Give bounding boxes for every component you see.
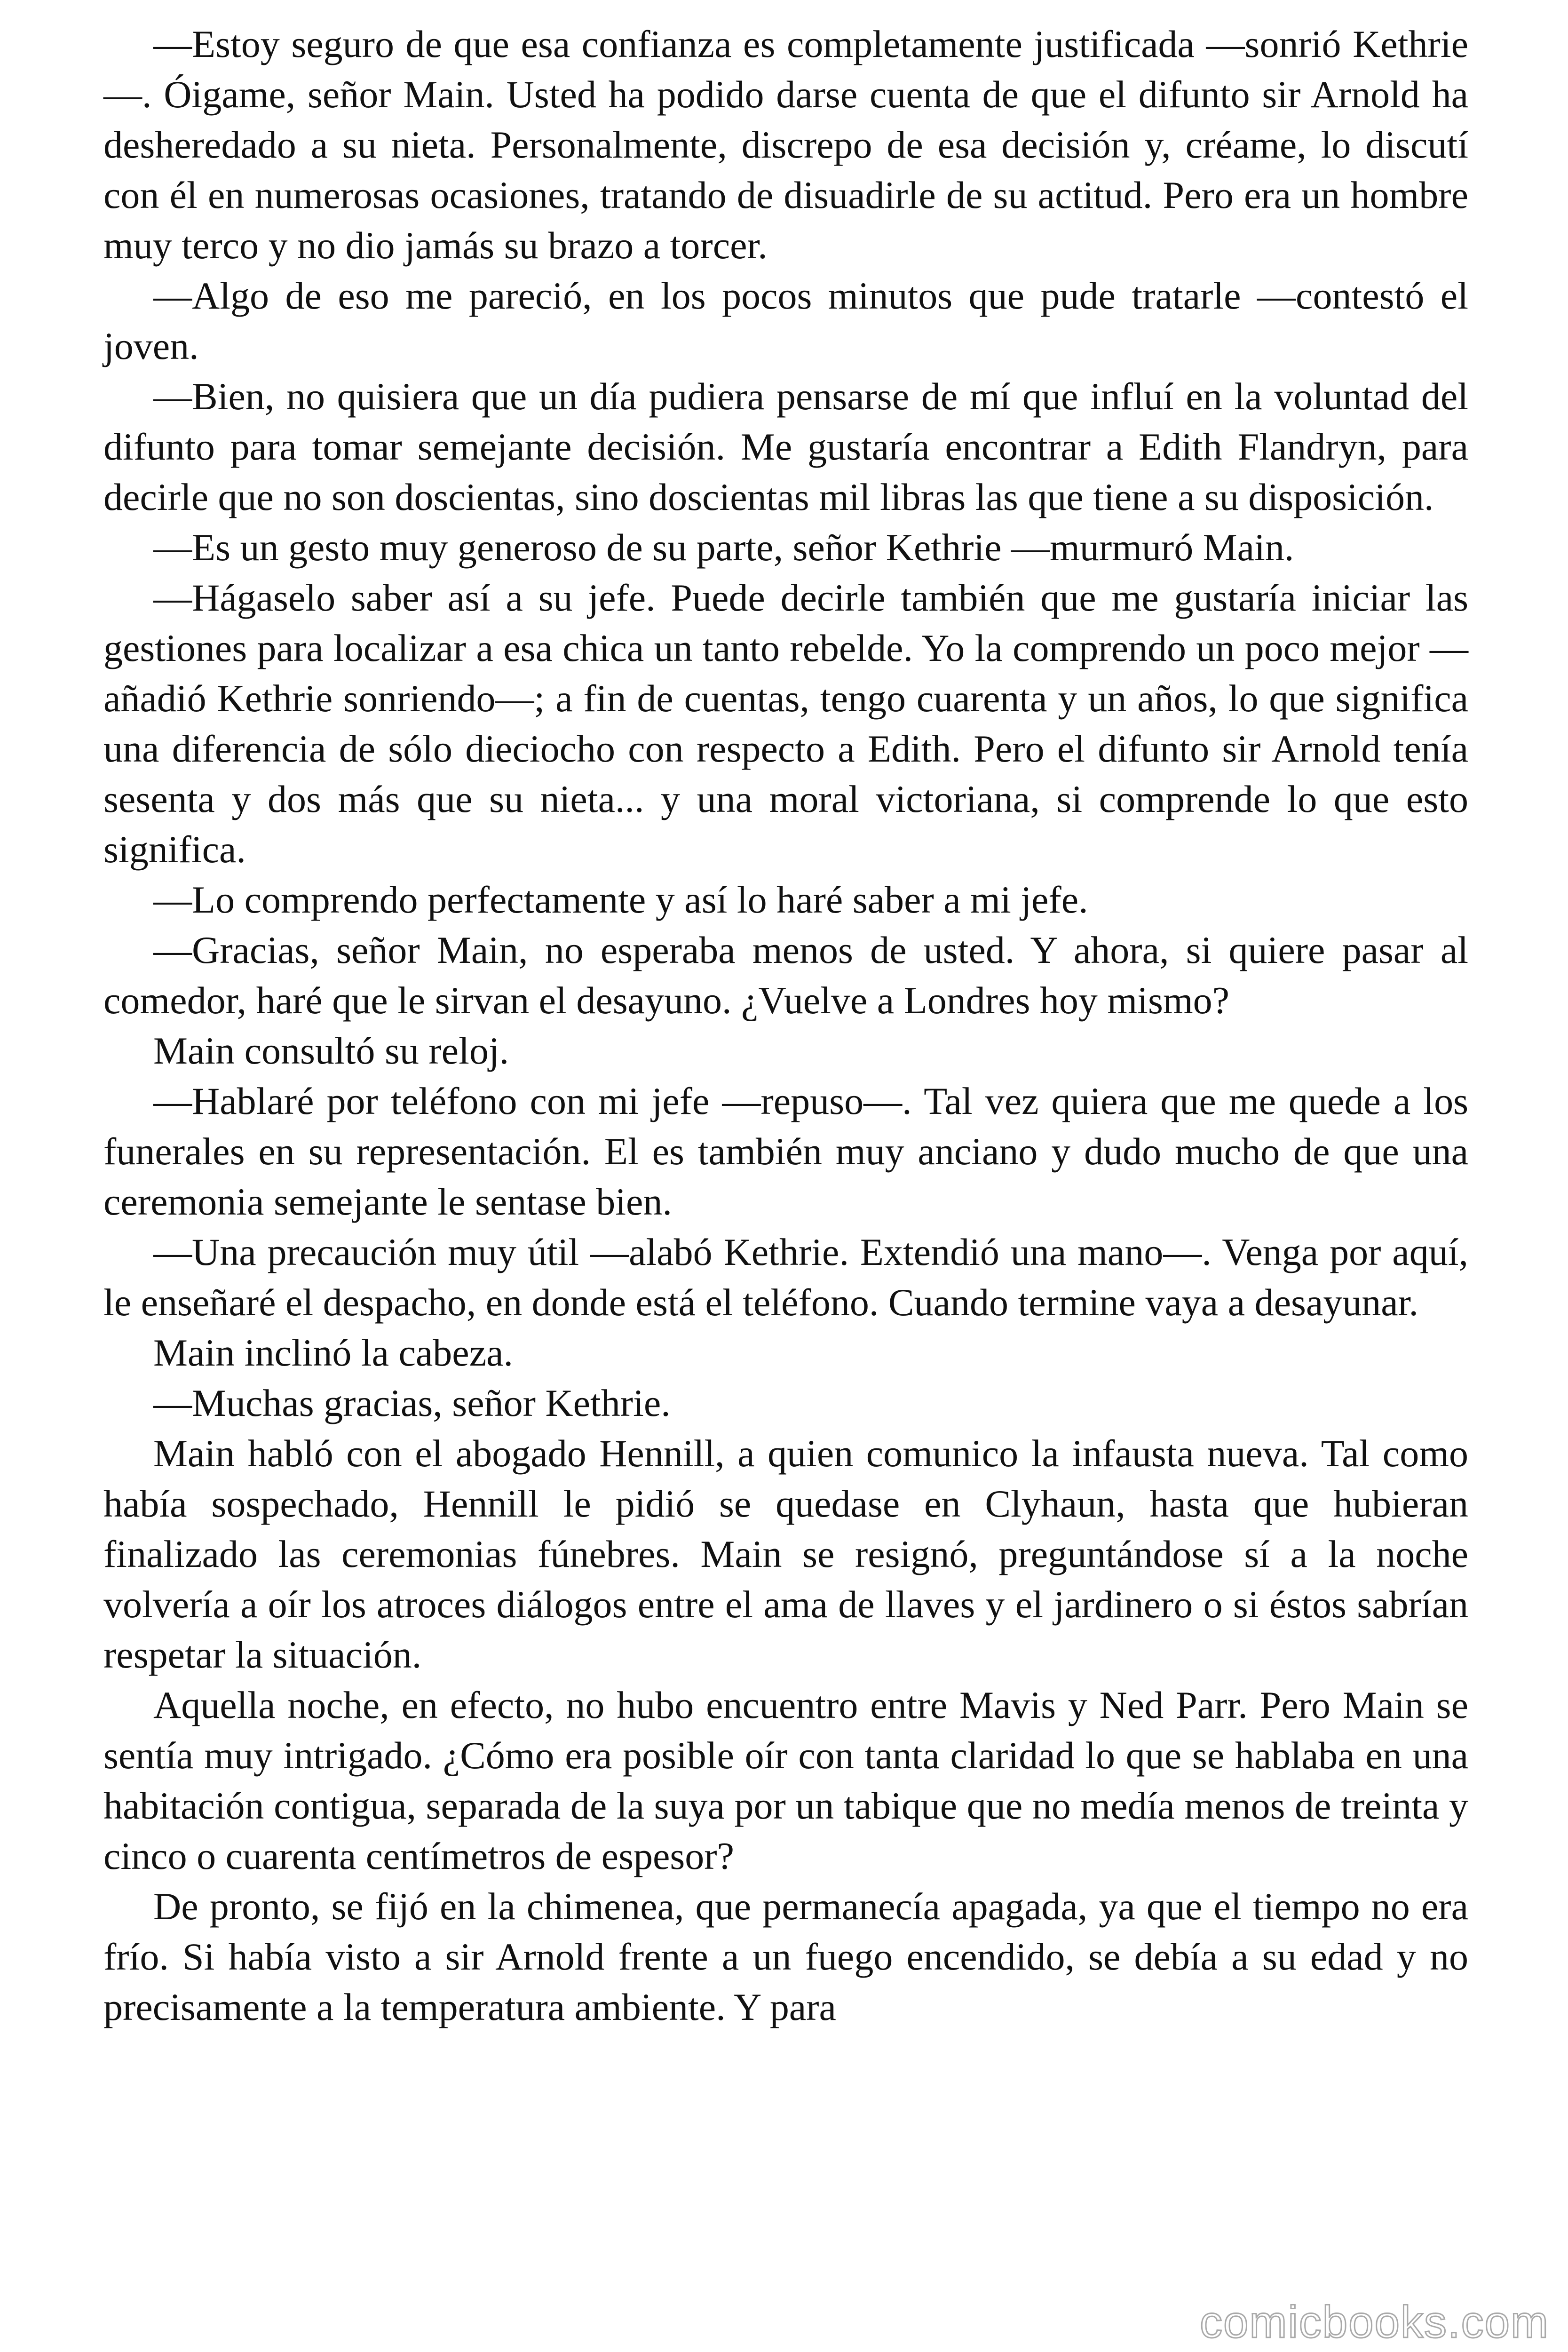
paragraph: Aquella noche, en efecto, no hubo encuentro entre Mavis y Ned Parr. Pero Main se sentía muy intrigado. ¿Cómo era posible oír con tanta claridad lo que se hablaba en una habitación contigua, separada de la suya por un tabique que no medía menos de treinta y cinco o cuarenta centímetros de espesor? xyxy=(103,1684,1468,1877)
paragraph: Main consultó su reloj. xyxy=(153,1029,509,1072)
paragraph: —Hágaselo saber así a su jefe. Puede decirle también que me gustaría iniciar las gestiones para localizar a esa chica un tanto rebelde. Yo la comprendo un poco mejor — añadió Kethrie sonriendo—; a fin de cuentas, tengo cuarenta y un años, lo que significa una diferencia de sólo dieciocho con respecto a Edith. Pero el difunto sir Arnold tenía sesenta y dos más que su nieta... y una moral victoriana, si comprende lo que esto significa. xyxy=(103,576,1468,871)
paragraph: Main inclinó la cabeza. xyxy=(153,1331,513,1374)
paragraph: —Lo comprendo perfectamente y así lo haré saber a mi jefe. xyxy=(153,878,1088,921)
watermark: comicbooks.com xyxy=(1200,2297,1549,2347)
paragraph: —Hablaré por teléfono con mi jefe —repuso—. Tal vez quiera que me quede a los funerales en su representación. El es también muy anciano y dudo mucho de que una ceremonia semejante le sentase bien. xyxy=(103,1080,1468,1223)
paragraph: —Muchas gracias, señor Kethrie. xyxy=(153,1382,671,1424)
paragraph: Main habló con el abogado Hennill, a quien comunico la infausta nueva. Tal como había sospechado, Hennill le pidió se quedase en Clyhaun, hasta que hubieran finalizado las ceremonias fúnebres. Main se resignó, preguntándose sí a la noche volvería a oír los atroces diálogos entre el ama de llaves y el jardinero o si éstos sabrían respetar la situación. xyxy=(103,1432,1468,1676)
paragraph: —Algo de eso me pareció, en los pocos minutos que pude tratarle —contestó el joven. xyxy=(103,274,1468,367)
paragraph: De pronto, se fijó en la chimenea, que permanecía apagada, ya que el tiempo no era frío. Si había visto a sir Arnold frente a un fuego encendido, se debía a su edad y no precisamente a la temperatura ambiente. Y para xyxy=(103,1885,1468,2028)
paragraph: —Es un gesto muy generoso de su parte, señor Kethrie —murmuró Main. xyxy=(153,526,1294,569)
paragraph: —Estoy seguro de que esa confianza es completamente justificada —sonrió Kethrie—. Óigame, señor Main. Usted ha podido darse cuenta de que el difunto sir Arnold ha desheredado a su nieta. Personalmente, discrepo de esa decisión y, créame, lo discutí con él en numerosas ocasiones, tratando de disuadirle de su actitud. Pero era un hombre muy terco y no dio jamás su brazo a torcer. xyxy=(103,23,1468,267)
page-text xyxy=(103,19,1468,2032)
paragraph: —Bien, no quisiera que un día pudiera pensarse de mí que influí en la voluntad del difunto para tomar semejante decisión. Me gustaría encontrar a Edith Flandryn, para decirle que no son doscientas, sino doscientas mil libras las que tiene a su disposición. xyxy=(103,375,1468,518)
paragraph: —Gracias, señor Main, no esperaba menos de usted. Y ahora, si quiere pasar al comedor, haré que le sirvan el desayuno. ¿Vuelve a Londres hoy mismo? xyxy=(103,929,1468,1022)
paragraph: —Una precaución muy útil —alabó Kethrie. Extendió una mano—. Venga por aquí, le enseñaré el despacho, en donde está el teléfono. Cuando termine vaya a desayunar. xyxy=(103,1231,1468,1324)
